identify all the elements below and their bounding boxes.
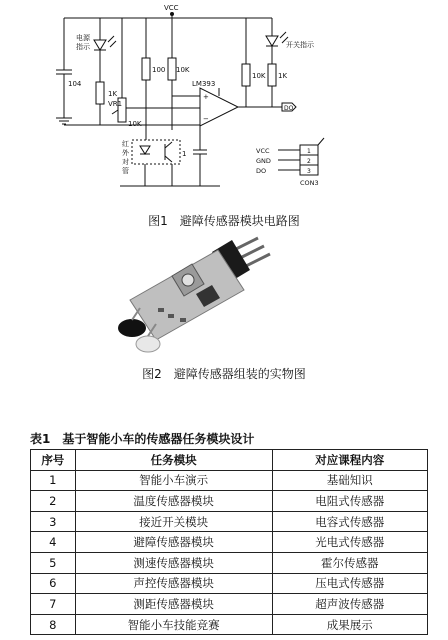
cell-task: 避障传感器模块	[75, 532, 272, 553]
ir-label-2: 外	[122, 149, 129, 157]
cell-index: 1	[31, 470, 76, 491]
table-header-row	[31, 450, 428, 471]
cell-task: 智能小车技能竞赛	[75, 614, 272, 635]
header-task-module: 任务模块	[75, 450, 272, 471]
cell-task: 智能小车演示	[75, 470, 272, 491]
table-row	[31, 573, 428, 594]
r-10k-a-label: 10K	[176, 66, 190, 74]
cell-task: 接近开关模块	[75, 511, 272, 532]
power-led-label-2: 指示	[76, 43, 90, 51]
table-row	[31, 491, 428, 512]
circuit-diagram	[0, 0, 448, 205]
cell-content: 光电式传感器	[272, 532, 427, 553]
table-caption: 表1 基于智能小车的传感器任务模块设计	[30, 432, 255, 446]
con3-label: CON3	[300, 179, 319, 187]
ir-label-1: 红	[122, 140, 129, 148]
cell-task: 声控传感器模块	[75, 573, 272, 594]
cell-content: 电阻式传感器	[272, 491, 427, 512]
con-num-1: 1	[307, 148, 311, 155]
vr1-value-label: 10K	[128, 120, 142, 128]
header-course-content: 对应课程内容	[272, 450, 427, 471]
cell-index: 2	[31, 491, 76, 512]
con-pin-do: DO	[256, 167, 267, 175]
ir-pair-box	[132, 140, 180, 164]
cell-content: 霍尔传感器	[272, 552, 427, 573]
cell-content: 基础知识	[272, 470, 427, 491]
ir-label-3: 对	[122, 158, 129, 166]
cell-content: 超声波传感器	[272, 594, 427, 615]
table-row	[31, 552, 428, 573]
lm393-label: LM393	[192, 80, 216, 88]
cap-104-label: 104	[68, 80, 82, 88]
table-row	[31, 511, 428, 532]
task-module-table	[30, 449, 428, 635]
con-num-2: 2	[307, 158, 311, 165]
header-index: 序号	[31, 450, 76, 471]
do-output-label: DO	[284, 105, 294, 112]
cell-content: 压电式传感器	[272, 573, 427, 594]
svg-text:+: +	[203, 93, 209, 101]
switch-led-label: 开关指示	[286, 41, 314, 49]
cell-index: 7	[31, 594, 76, 615]
cell-index: 8	[31, 614, 76, 635]
cell-index: 6	[31, 573, 76, 594]
ir-emitter-icon	[140, 146, 150, 154]
table-row	[31, 614, 428, 635]
cell-index: 5	[31, 552, 76, 573]
cell-task: 测速传感器模块	[75, 552, 272, 573]
con-num-3: 3	[307, 168, 311, 175]
cell-task: 测距传感器模块	[75, 594, 272, 615]
table-row	[31, 594, 428, 615]
con-pin-gnd: GND	[256, 157, 271, 165]
power-led-label-1: 电源	[76, 34, 90, 42]
cell-task: 温度传感器模块	[75, 491, 272, 512]
ir-label-4: 管	[122, 167, 129, 175]
switch-led-icon	[266, 36, 278, 46]
table-row	[31, 532, 428, 553]
vr1-label: VR1	[108, 100, 123, 108]
r-10k-b-label: 10K	[252, 72, 266, 80]
r-1k-left-label: 1K	[108, 90, 118, 98]
r-1k-right-label: 1K	[278, 72, 288, 80]
figure-1-caption: 图1 避障传感器模块电路图	[148, 214, 300, 228]
cell-content: 电容式传感器	[272, 511, 427, 532]
cell-content: 成果展示	[272, 614, 427, 635]
power-led-icon	[94, 40, 106, 50]
ir-pin-label: 1	[182, 150, 187, 158]
con-pin-vcc: VCC	[256, 147, 270, 155]
sensor-module-photo	[0, 232, 448, 360]
figure-2-caption: 图2 避障传感器组装的实物图	[142, 367, 306, 381]
table-row	[31, 470, 428, 491]
r-100-label: 100	[152, 66, 166, 74]
svg-text:−: −	[203, 115, 209, 123]
cell-index: 3	[31, 511, 76, 532]
vcc-label: VCC	[164, 4, 179, 12]
cell-index: 4	[31, 532, 76, 553]
